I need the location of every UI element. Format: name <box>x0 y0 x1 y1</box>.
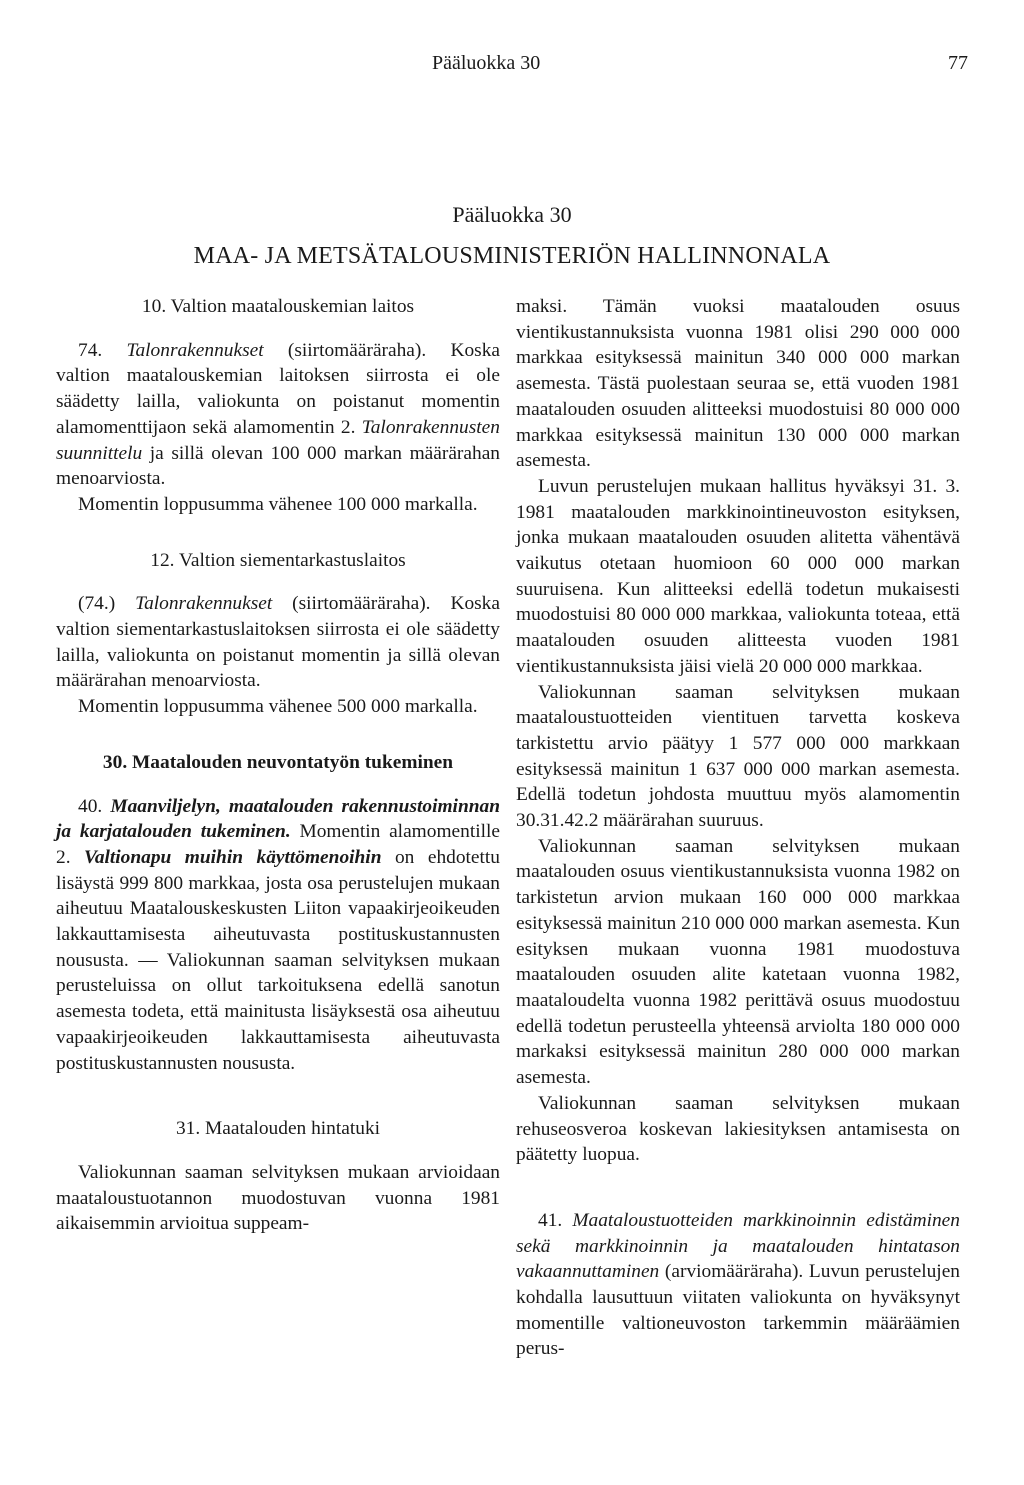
main-title: Pääluokka 30 <box>452 202 572 227</box>
right-column <box>516 294 960 1362</box>
left-column <box>56 294 500 1237</box>
paragraph: Valiokunnan saaman selvityksen mukaan maatalouden osuus vientikustannuksista vuonna 1982 on tarkistetun arvion mukaan 160 000 000 markkaa esityksessä mainitun 210 000 000 markan asemesta. Kun esityksen mukaan vuonna 1981 muodostuva maatalouden osuuden alite katetaan vuonna 1982, maataloudelta vuonna 1982 perittävä osuus muodostuu edellä todetun perusteella yhteensä arviolta 180 000 000 markaksi esityksessä mainitun 280 000 000 markan asemesta. <box>516 835 960 1089</box>
paragraph: Momentin loppusumma vähenee 100 000 markalla. <box>78 493 478 515</box>
paragraph-text: (siirtomääräraha). Koska valtion maatalouskemian laitoksen siirrosta ei ole säädetty lailla, valiokunta on poistanut momentin alamomenttijaon sekä alamomentin 2. <box>56 339 500 438</box>
section-heading-12: 12. Valtion siementarkastuslaitos <box>150 549 406 571</box>
item-title: Maataloustuotteiden markkinoinnin edistäminen sekä markkinoinnin ja maatalouden hintatason vakaannuttaminen <box>516 1209 960 1283</box>
item-title: Maanviljelyn, maatalouden rakennustoiminnan ja karjatalouden tukeminen. <box>56 795 500 843</box>
running-title: Pääluokka 30 <box>432 52 541 74</box>
ministry-subtitle: MAA- JA METSÄTALOUSMINISTERIÖN HALLINNONALA <box>193 243 831 269</box>
paragraph: Valiokunnan saaman selvityksen mukaan rehuseosveroa koskevan lakiesityksen antamisesta on päätetty luopua. <box>516 1092 960 1166</box>
paragraph-text: ja sillä olevan 100 000 markan määrärahan menoarviosta. <box>56 442 500 490</box>
paragraph-text: Momentin alamomentille 2. <box>56 821 500 868</box>
paragraph: maksi. Tämän vuoksi maatalouden osuus vientikustannuksista vuonna 1981 olisi 290 000 000 markkaa esityksessä mainitun 340 000 000 markan asemesta. Tästä puolestaan seuraa se, että vuoden 1981 maatalouden osuuden alitteeksi muodostuisi 80 000 000 markkaa esityksessä mainitun 130 000 000 markan asemesta. <box>516 296 960 472</box>
item-number: 40. <box>78 795 111 817</box>
paragraph <box>56 338 500 492</box>
section-heading-31: 31. Maatalouden hintatuki <box>175 1118 381 1140</box>
paragraph <box>516 1208 960 1362</box>
paragraph-text: (arviomääräraha). Luvun perustelujen kohdalla lausuttuun viitaten valiokunta on hyväksynyt momentille valtioneuvoston tarkemmin määräämien perus- <box>516 1261 960 1360</box>
paragraph <box>56 794 500 1077</box>
paragraph: Valiokunnan saaman selvityksen mukaan arvioidaan maataloustuotannon muodostuvan vuonna 1981 aikaisemmin arvioitua suppeam- <box>56 1161 500 1235</box>
item-title: Talonrakennukset <box>135 593 273 615</box>
page-number: 77 <box>948 52 968 74</box>
section-heading-10: 10. Valtion maatalouskemian laitos <box>141 296 415 317</box>
item-number: 41. <box>538 1209 573 1231</box>
item-subtitle: Talonrakennusten suunnittelu <box>56 416 500 464</box>
running-head <box>0 52 1024 82</box>
paragraph-text: on ehdotettu lisäystä 999 800 markkaa, josta osa perustelujen mukaan aiheutuu Maatalouskeskusten Liiton vapaakirjeoikeuden lakkauttamisesta aiheutuvasta postituskustannusten noususta. — Valiokunnan saaman selvityksen mukaan perusteluissa on ollut tarkoituksena edellä sanotun asemesta todeta, että mainitusta lisäyksestä osa aiheutuu vapaakirjeoikeuden lakkauttamisesta aiheutuvasta postituskustannusten noususta. <box>56 846 500 1074</box>
paragraph: Momentin loppusumma vähenee 500 000 markalla. <box>78 696 478 718</box>
item-subtitle: Valtionapu muihin käyttömenoihin <box>84 846 382 868</box>
item-number: (74.) <box>78 593 136 615</box>
paragraph-text: (siirtomääräraha). Koska valtion siementarkastuslaitoksen siirrosta ei ole säädetty lailla, valiokunta on poistanut momentin ja sillä olevan määrärahan menoarviosta. <box>56 593 500 692</box>
section-heading-30: 30. Maatalouden neuvontatyön tukeminen <box>102 751 454 773</box>
item-number: 74. <box>78 339 127 361</box>
paragraph: Valiokunnan saaman selvityksen mukaan maataloustuotteiden vientituen tarvetta koskeva tarkistettu arvio päätyy 1 577 000 000 markkaan esityksessä mainitun 1 637 000 000 markan asemesta. Edellä todetun johdosta muuttuu myös alamomentin 30.31.42.2 määrärahan suuruus. <box>516 681 960 832</box>
paragraph <box>56 591 500 694</box>
paragraph: Luvun perustelujen mukaan hallitus hyväksyi 31. 3. 1981 maatalouden markkinointineuvoston esityksen, jonka mukaan maatalouden osuuden alitetta vähentävä vaikutus otetaan huomioon 60 000 000 markan suuruisena. Kun alitteeksi edellä todetun mukaisesti muodostuisi 80 000 000 markkaa, valiokunta toteaa, että maatalouden osuuden alitteesta vuoden 1981 vientikustannuksista jäisi vielä 20 000 000 markkaa. <box>516 475 960 677</box>
item-title: Talonrakennukset <box>126 339 264 361</box>
